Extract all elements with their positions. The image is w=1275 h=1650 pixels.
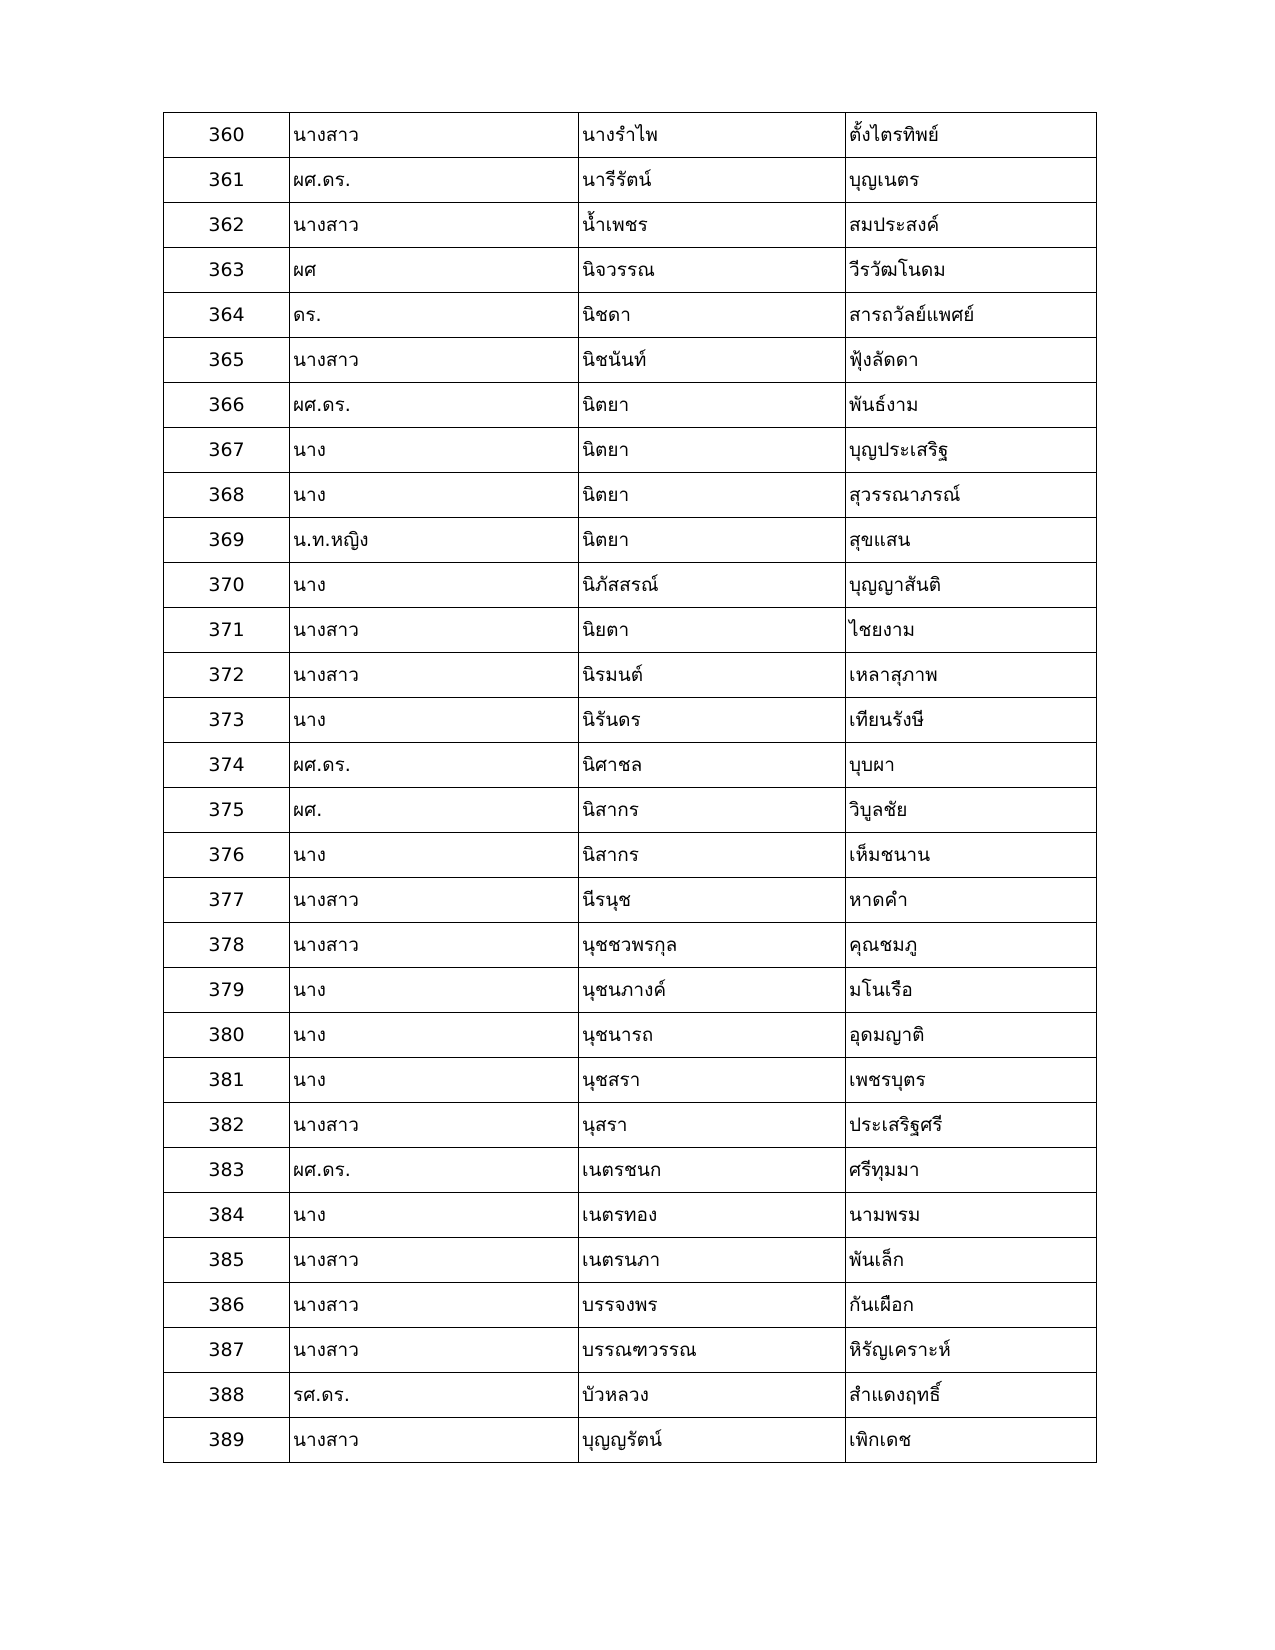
title-cell: นาง (290, 968, 579, 1013)
first-name-cell: นุชนารถ (579, 1013, 846, 1058)
title-cell: รศ.ดร. (290, 1373, 579, 1418)
table-row (164, 1103, 1097, 1148)
row-number-cell: 387 (164, 1328, 290, 1373)
row-number-cell: 380 (164, 1013, 290, 1058)
last-name-cell: สำแดงฤทธิ์ (846, 1373, 1097, 1418)
first-name-cell: นิสากร (579, 833, 846, 878)
title-cell: นางสาว (290, 338, 579, 383)
title-cell: ผศ.ดร. (290, 743, 579, 788)
title-cell: นางสาว (290, 1328, 579, 1373)
table-row (164, 518, 1097, 563)
row-number-cell: 378 (164, 923, 290, 968)
last-name-cell: ฟุ้งลัดดา (846, 338, 1097, 383)
first-name-cell: นุชชวพรกุล (579, 923, 846, 968)
first-name-cell: นางรำไพ (579, 113, 846, 158)
title-cell: นาง (290, 473, 579, 518)
table-row (164, 338, 1097, 383)
last-name-cell: ประเสริฐศรี (846, 1103, 1097, 1148)
first-name-cell: นุชสรา (579, 1058, 846, 1103)
table-row (164, 1013, 1097, 1058)
last-name-cell: วิบูลชัย (846, 788, 1097, 833)
first-name-cell: บัวหลวง (579, 1373, 846, 1418)
table-row (164, 923, 1097, 968)
title-cell: นาง (290, 563, 579, 608)
last-name-cell: ตั้งไตรทิพย์ (846, 113, 1097, 158)
row-number-cell: 373 (164, 698, 290, 743)
title-cell: นาง (290, 428, 579, 473)
last-name-cell: ไชยงาม (846, 608, 1097, 653)
title-cell: นางสาว (290, 1283, 579, 1328)
last-name-cell: บุบผา (846, 743, 1097, 788)
table-row (164, 1283, 1097, 1328)
last-name-cell: บุญเนตร (846, 158, 1097, 203)
title-cell: ผศ.ดร. (290, 1148, 579, 1193)
row-number-cell: 384 (164, 1193, 290, 1238)
row-number-cell: 385 (164, 1238, 290, 1283)
last-name-cell: บุญญาสันติ (846, 563, 1097, 608)
last-name-cell: เห็มชนาน (846, 833, 1097, 878)
table-row (164, 1328, 1097, 1373)
row-number-cell: 379 (164, 968, 290, 1013)
last-name-cell: สมประสงค์ (846, 203, 1097, 248)
table-row (164, 473, 1097, 518)
table-row (164, 653, 1097, 698)
row-number-cell: 360 (164, 113, 290, 158)
row-number-cell: 370 (164, 563, 290, 608)
table-row (164, 1193, 1097, 1238)
title-cell: นาง (290, 1058, 579, 1103)
table-row (164, 788, 1097, 833)
last-name-cell: อุดมญาติ (846, 1013, 1097, 1058)
row-number-cell: 372 (164, 653, 290, 698)
first-name-cell: นิชนันท์ (579, 338, 846, 383)
first-name-cell: นีรนุช (579, 878, 846, 923)
row-number-cell: 383 (164, 1148, 290, 1193)
table-row (164, 608, 1097, 653)
last-name-cell: เพชรบุตร (846, 1058, 1097, 1103)
table-row (164, 743, 1097, 788)
row-number-cell: 362 (164, 203, 290, 248)
first-name-cell: เนตรนภา (579, 1238, 846, 1283)
title-cell: นางสาว (290, 653, 579, 698)
first-name-cell: บรรณฑวรรณ (579, 1328, 846, 1373)
first-name-cell: นิยตา (579, 608, 846, 653)
last-name-cell: เทียนรังษี (846, 698, 1097, 743)
first-name-cell: นุสรา (579, 1103, 846, 1148)
row-number-cell: 366 (164, 383, 290, 428)
title-cell: ผศ (290, 248, 579, 293)
row-number-cell: 364 (164, 293, 290, 338)
last-name-cell: สุขแสน (846, 518, 1097, 563)
row-number-cell: 365 (164, 338, 290, 383)
first-name-cell: นิสากร (579, 788, 846, 833)
table-row (164, 293, 1097, 338)
first-name-cell: เนตรชนก (579, 1148, 846, 1193)
title-cell: นางสาว (290, 1238, 579, 1283)
last-name-cell: หาดคำ (846, 878, 1097, 923)
row-number-cell: 389 (164, 1418, 290, 1463)
table-row (164, 1418, 1097, 1463)
row-number-cell: 369 (164, 518, 290, 563)
first-name-cell: นิรมนต์ (579, 653, 846, 698)
first-name-cell: นิตยา (579, 383, 846, 428)
row-number-cell: 375 (164, 788, 290, 833)
last-name-cell: พันเล็ก (846, 1238, 1097, 1283)
table-row (164, 158, 1097, 203)
title-cell: นางสาว (290, 113, 579, 158)
title-cell: นางสาว (290, 608, 579, 653)
title-cell: ดร. (290, 293, 579, 338)
last-name-cell: ศรีทุมมา (846, 1148, 1097, 1193)
first-name-cell: นิตยา (579, 518, 846, 563)
table-row (164, 968, 1097, 1013)
first-name-cell: นิตยา (579, 428, 846, 473)
last-name-cell: เพิกเดช (846, 1418, 1097, 1463)
table-row (164, 383, 1097, 428)
last-name-cell: บุญประเสริฐ (846, 428, 1097, 473)
table-row (164, 1238, 1097, 1283)
title-cell: นาง (290, 1013, 579, 1058)
first-name-cell: นิภัสสรณ์ (579, 563, 846, 608)
row-number-cell: 386 (164, 1283, 290, 1328)
row-number-cell: 371 (164, 608, 290, 653)
title-cell: นาง (290, 698, 579, 743)
title-cell: ผศ.ดร. (290, 158, 579, 203)
table-row (164, 1058, 1097, 1103)
last-name-cell: มโนเรือ (846, 968, 1097, 1013)
title-cell: นางสาว (290, 203, 579, 248)
last-name-cell: นามพรม (846, 1193, 1097, 1238)
title-cell: ผศ.ดร. (290, 383, 579, 428)
title-cell: นางสาว (290, 1103, 579, 1148)
row-number-cell: 382 (164, 1103, 290, 1148)
row-number-cell: 367 (164, 428, 290, 473)
row-number-cell: 388 (164, 1373, 290, 1418)
first-name-cell: บรรจงพร (579, 1283, 846, 1328)
title-cell: นางสาว (290, 1418, 579, 1463)
last-name-cell: พันธ์งาม (846, 383, 1097, 428)
first-name-cell: นิรันดร (579, 698, 846, 743)
last-name-cell: สุวรรณาภรณ์ (846, 473, 1097, 518)
first-name-cell: บุญญรัตน์ (579, 1418, 846, 1463)
row-number-cell: 374 (164, 743, 290, 788)
row-number-cell: 376 (164, 833, 290, 878)
last-name-cell: หิรัญเคราะห์ (846, 1328, 1097, 1373)
title-cell: นางสาว (290, 878, 579, 923)
row-number-cell: 361 (164, 158, 290, 203)
first-name-cell: นิศาชล (579, 743, 846, 788)
first-name-cell: นิตยา (579, 473, 846, 518)
first-name-cell: น้ำเพชร (579, 203, 846, 248)
table-row (164, 833, 1097, 878)
first-name-cell: นิจวรรณ (579, 248, 846, 293)
last-name-cell: สารถวัลย์แพศย์ (846, 293, 1097, 338)
title-cell: นางสาว (290, 923, 579, 968)
title-cell: นาง (290, 1193, 579, 1238)
table-row (164, 563, 1097, 608)
table-row (164, 698, 1097, 743)
row-number-cell: 368 (164, 473, 290, 518)
last-name-cell: วีรวัฒโนดม (846, 248, 1097, 293)
name-list-table (163, 112, 1097, 1463)
title-cell: นาง (290, 833, 579, 878)
table-body (164, 113, 1097, 1463)
title-cell: ผศ. (290, 788, 579, 833)
first-name-cell: นารีรัตน์ (579, 158, 846, 203)
last-name-cell: กันเผือก (846, 1283, 1097, 1328)
table-row (164, 878, 1097, 923)
first-name-cell: เนตรทอง (579, 1193, 846, 1238)
title-cell: น.ท.หญิง (290, 518, 579, 563)
last-name-cell: คุณชมภู (846, 923, 1097, 968)
table-row (164, 203, 1097, 248)
table-row (164, 1373, 1097, 1418)
row-number-cell: 381 (164, 1058, 290, 1103)
row-number-cell: 363 (164, 248, 290, 293)
table-row (164, 428, 1097, 473)
row-number-cell: 377 (164, 878, 290, 923)
table-row (164, 1148, 1097, 1193)
table-row (164, 113, 1097, 158)
table-row (164, 248, 1097, 293)
first-name-cell: นุชนภางค์ (579, 968, 846, 1013)
first-name-cell: นิชดา (579, 293, 846, 338)
last-name-cell: เหลาสุภาพ (846, 653, 1097, 698)
